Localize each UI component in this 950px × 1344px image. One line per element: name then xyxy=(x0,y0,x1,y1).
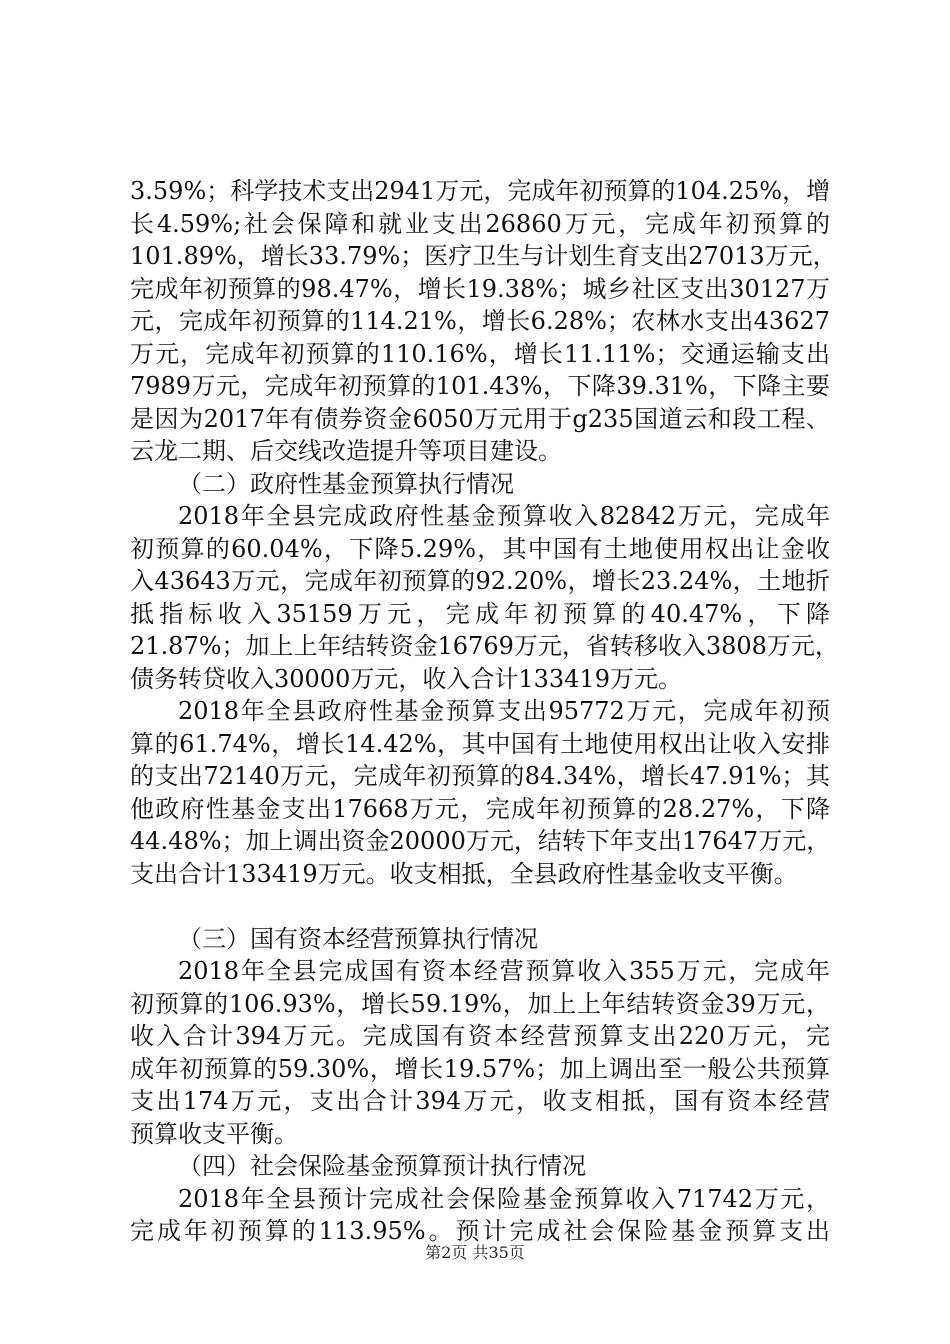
paragraph-first-line: 2018年全县预计完成社会保险基金预算收入71742万元， xyxy=(178,1184,830,1213)
body-line: 完成年初预算的113.95%。预计完成社会保险基金预算支出 xyxy=(130,1217,830,1245)
body-line: 支出174万元，支出合计394万元，收支相抵，国有资本经营 xyxy=(130,1087,830,1115)
body-line: 支出合计133419万元。收支相抵，全县政府性基金收支平衡。 xyxy=(130,859,798,888)
body-line: 初预算的106.93%，增长59.19%，加上上年结转资金39万元， xyxy=(130,989,830,1018)
body-line: 云龙二期、后交线改造提升等项目建设。 xyxy=(130,437,562,465)
body-line: 预算收支平衡。 xyxy=(130,1119,298,1148)
body-line: 债务转贷收入30000万元，收入合计133419万元。 xyxy=(130,664,682,693)
paragraph-first-line: 2018年全县完成政府性基金预算收入82842万元，完成年 xyxy=(178,502,830,530)
body-line: 抵指标收入35159万元，完成年初预算的40.47%，下降 xyxy=(130,599,830,628)
section-heading: （四）社会保险基金预算预计执行情况 xyxy=(178,1152,586,1180)
body-line: 万元，完成年初预算的110.16%，增长11.11%；交通运输支出 xyxy=(130,339,830,368)
body-line: 3.59%；科学技术支出2941万元，完成年初预算的104.25%，增 xyxy=(130,177,831,205)
body-line: 7989万元，完成年初预算的101.43%，下降39.31%，下降主要 xyxy=(130,372,830,400)
body-line: 成年初预算的59.30%，增长19.57%；加上调出至一般公共预算 xyxy=(130,1054,830,1083)
body-line: 算的61.74%，增长14.42%，其中国有土地使用权出让收入安排 xyxy=(130,729,830,758)
body-line: 元，完成年初预算的114.21%，增长6.28%；农林水支出43627 xyxy=(130,307,830,335)
body-line: 44.48%；加上调出资金20000万元，结转下年支出17647万元， xyxy=(130,827,831,855)
paragraph-gap xyxy=(130,890,830,923)
body-line: 长4.59%;社会保障和就业支出26860万元，完成年初预算的 xyxy=(130,209,830,238)
section-heading: （二）政府性基金预算执行情况 xyxy=(178,469,514,498)
body-line: 21.87%；加上上年结转资金16769万元，省转移收入3808万元， xyxy=(130,632,839,660)
body-line: 初预算的60.04%，下降5.29%，其中国有土地使用权出让金收 xyxy=(130,534,830,563)
body-line: 的支出72140万元，完成年初预算的84.34%，增长47.91%；其 xyxy=(130,762,830,790)
body-line: 他政府性基金支出17668万元，完成年初预算的28.27%，下降 xyxy=(130,794,830,823)
body-line: 入43643万元，完成年初预算的92.20%，增长23.24%，土地折 xyxy=(130,567,830,595)
page-number-footer: 第2页 共35页 xyxy=(425,1243,525,1262)
paragraph-first-line: 2018年全县完成国有资本经营预算收入355万元，完成年 xyxy=(178,957,830,985)
paragraph-first-line: 2018年全县政府性基金预算支出95772万元，完成年初预 xyxy=(178,697,830,725)
body-line: 101.89%，增长33.79%；医疗卫生与计划生育支出27013万元， xyxy=(130,242,837,270)
document-body xyxy=(130,175,839,1248)
body-line: 是因为2017年有债券资金6050万元用于g235国道云和段工程、 xyxy=(130,404,830,433)
section-heading: （三）国有资本经营预算执行情况 xyxy=(178,924,538,953)
body-line: 完成年初预算的98.47%，增长19.38%；城乡社区支出30127万 xyxy=(130,274,830,303)
body-line: 收入合计394万元。完成国有资本经营预算支出220万元，完 xyxy=(130,1022,830,1050)
